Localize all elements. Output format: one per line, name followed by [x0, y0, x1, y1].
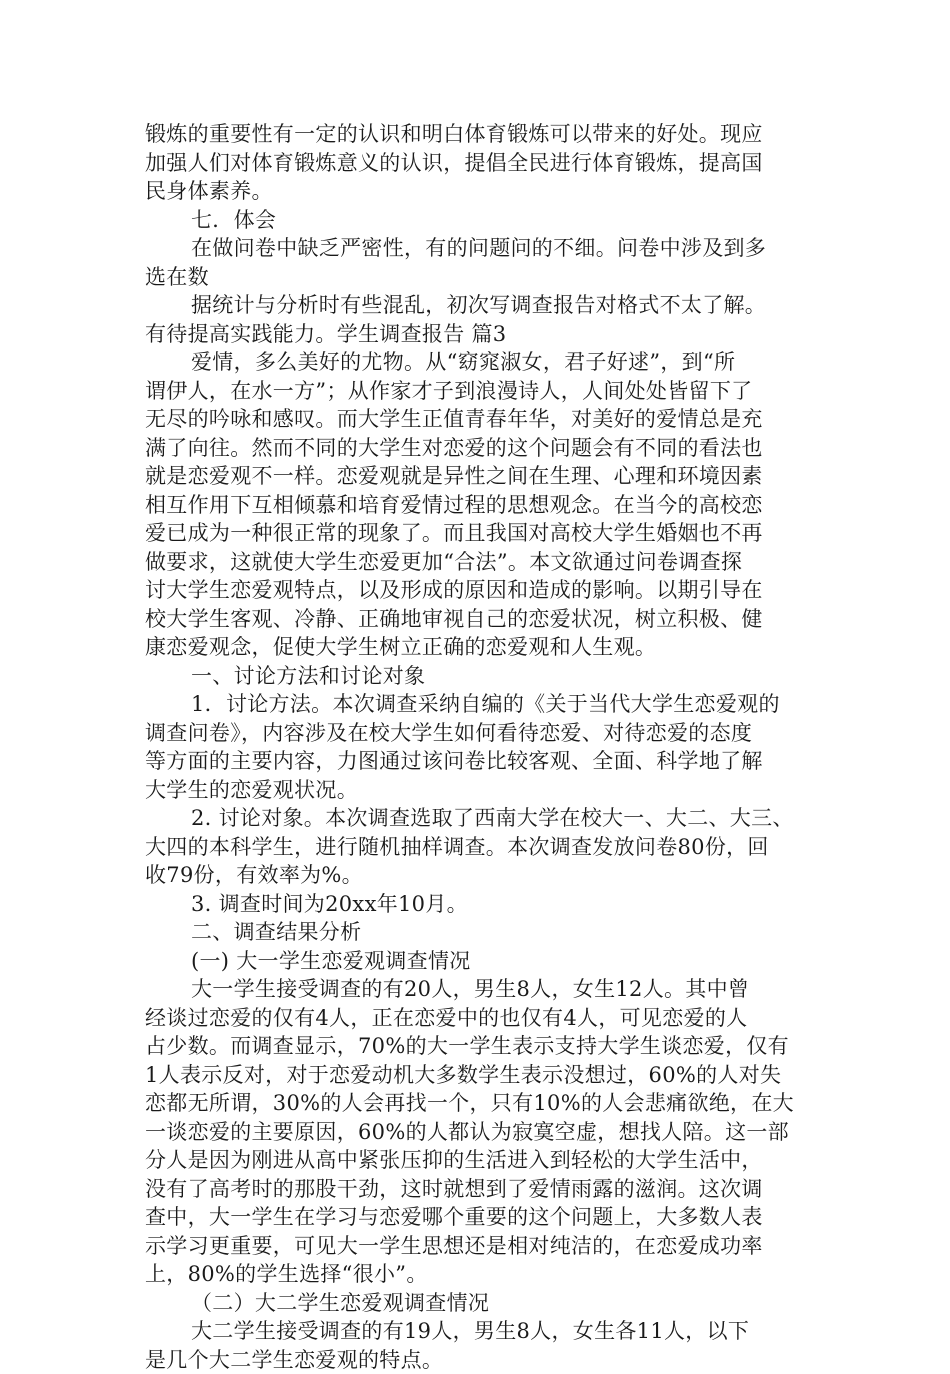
- document-body: [145, 120, 835, 1374]
- text-line: 1人表示反对，对于恋爱动机大多数学生表示没想过，60%的人对失: [145, 1061, 835, 1090]
- text-line: 等方面的主要内容，力图通过该问卷比较客观、全面、科学地了解: [145, 747, 835, 776]
- text-line: 爱已成为一种很正常的现象了。而且我国对高校大学生婚姻也不再: [145, 519, 835, 548]
- text-line: 示学习更重要，可见大一学生思想还是相对纯洁的，在恋爱成功率: [145, 1232, 835, 1261]
- text-line: 爱情，多么美好的尤物。从“窈窕淑女，君子好逑”，到“所: [145, 348, 835, 377]
- text-line: 有待提高实践能力。学生调查报告 篇3: [145, 320, 835, 349]
- text-line: 无尽的吟咏和感叹。而大学生正值青春年华，对美好的爱情总是充: [145, 405, 835, 434]
- text-line: (一) 大一学生恋爱观调查情况: [145, 947, 835, 976]
- text-line: 做要求，这就使大学生恋爱更加“合法”。本文欲通过问卷调查探: [145, 548, 835, 577]
- text-line: 调查问卷》，内容涉及在校大学生如何看待恋爱、对待恋爱的态度: [145, 719, 835, 748]
- text-line: 分人是因为刚进从高中紧张压抑的生活进入到轻松的大学生活中，: [145, 1146, 835, 1175]
- text-line: 是几个大二学生恋爱观的特点。: [145, 1346, 835, 1374]
- text-line: 校大学生客观、冷静、正确地审视自己的恋爱状况，树立积极、健: [145, 605, 835, 634]
- text-line: 大学生的恋爱观状况。: [145, 776, 835, 805]
- text-line: （二）大二学生恋爱观调查情况: [145, 1289, 835, 1318]
- text-line: 据统计与分析时有些混乱，初次写调查报告对格式不太了解。: [145, 291, 835, 320]
- text-line: 加强人们对体育锻炼意义的认识，提倡全民进行体育锻炼，提高国: [145, 149, 835, 178]
- text-line: 大四的本科学生，进行随机抽样调查。本次调查发放问卷80份，回: [145, 833, 835, 862]
- text-line: 恋都无所谓，30%的人会再找一个，只有10%的人会悲痛欲绝，在大: [145, 1089, 835, 1118]
- text-line: 没有了高考时的那股干劲，这时就想到了爱情雨露的滋润。这次调: [145, 1175, 835, 1204]
- text-line: 锻炼的重要性有一定的认识和明白体育锻炼可以带来的好处。现应: [145, 120, 835, 149]
- text-line: 收79份，有效率为%。: [145, 861, 835, 890]
- text-line: 就是恋爱观不一样。恋爱观就是异性之间在生理、心理和环境因素: [145, 462, 835, 491]
- text-line: 七．体会: [145, 206, 835, 235]
- text-line: 查中，大一学生在学习与恋爱哪个重要的这个问题上，大多数人表: [145, 1203, 835, 1232]
- text-line: 相互作用下互相倾慕和培育爱情过程的思想观念。在当今的高校恋: [145, 491, 835, 520]
- text-line: 2. 讨论对象。本次调查选取了西南大学在校大一、大二、大三、: [145, 804, 835, 833]
- text-line: 选在数: [145, 263, 835, 292]
- text-line: 1．讨论方法。本次调查采纳自编的《关于当代大学生恋爱观的: [145, 690, 835, 719]
- text-line: 大一学生接受调查的有20人，男生8人，女生12人。其中曾: [145, 975, 835, 1004]
- text-line: 一、讨论方法和讨论对象: [145, 662, 835, 691]
- text-line: 占少数。而调查显示，70%的大一学生表示支持大学生谈恋爱，仅有: [145, 1032, 835, 1061]
- text-line: 经谈过恋爱的仅有4人，正在恋爱中的也仅有4人，可见恋爱的人: [145, 1004, 835, 1033]
- text-line: 谓伊人，在水一方”；从作家才子到浪漫诗人，人间处处皆留下了: [145, 377, 835, 406]
- text-line: 上，80%的学生选择“很小”。: [145, 1260, 835, 1289]
- text-line: 在做问卷中缺乏严密性，有的问题问的不细。问卷中涉及到多: [145, 234, 835, 263]
- text-line: 讨大学生恋爱观特点，以及形成的原因和造成的影响。以期引导在: [145, 576, 835, 605]
- text-line: 3. 调查时间为20xx年10月。: [145, 890, 835, 919]
- text-line: 二、调查结果分析: [145, 918, 835, 947]
- text-line: 康恋爱观念，促使大学生树立正确的恋爱观和人生观。: [145, 633, 835, 662]
- text-line: 满了向往。然而不同的大学生对恋爱的这个问题会有不同的看法也: [145, 434, 835, 463]
- text-line: 一谈恋爱的主要原因，60%的人都认为寂寞空虚，想找人陪。这一部: [145, 1118, 835, 1147]
- text-line: 大二学生接受调查的有19人，男生8人，女生各11人，以下: [145, 1317, 835, 1346]
- text-line: 民身体素养。: [145, 177, 835, 206]
